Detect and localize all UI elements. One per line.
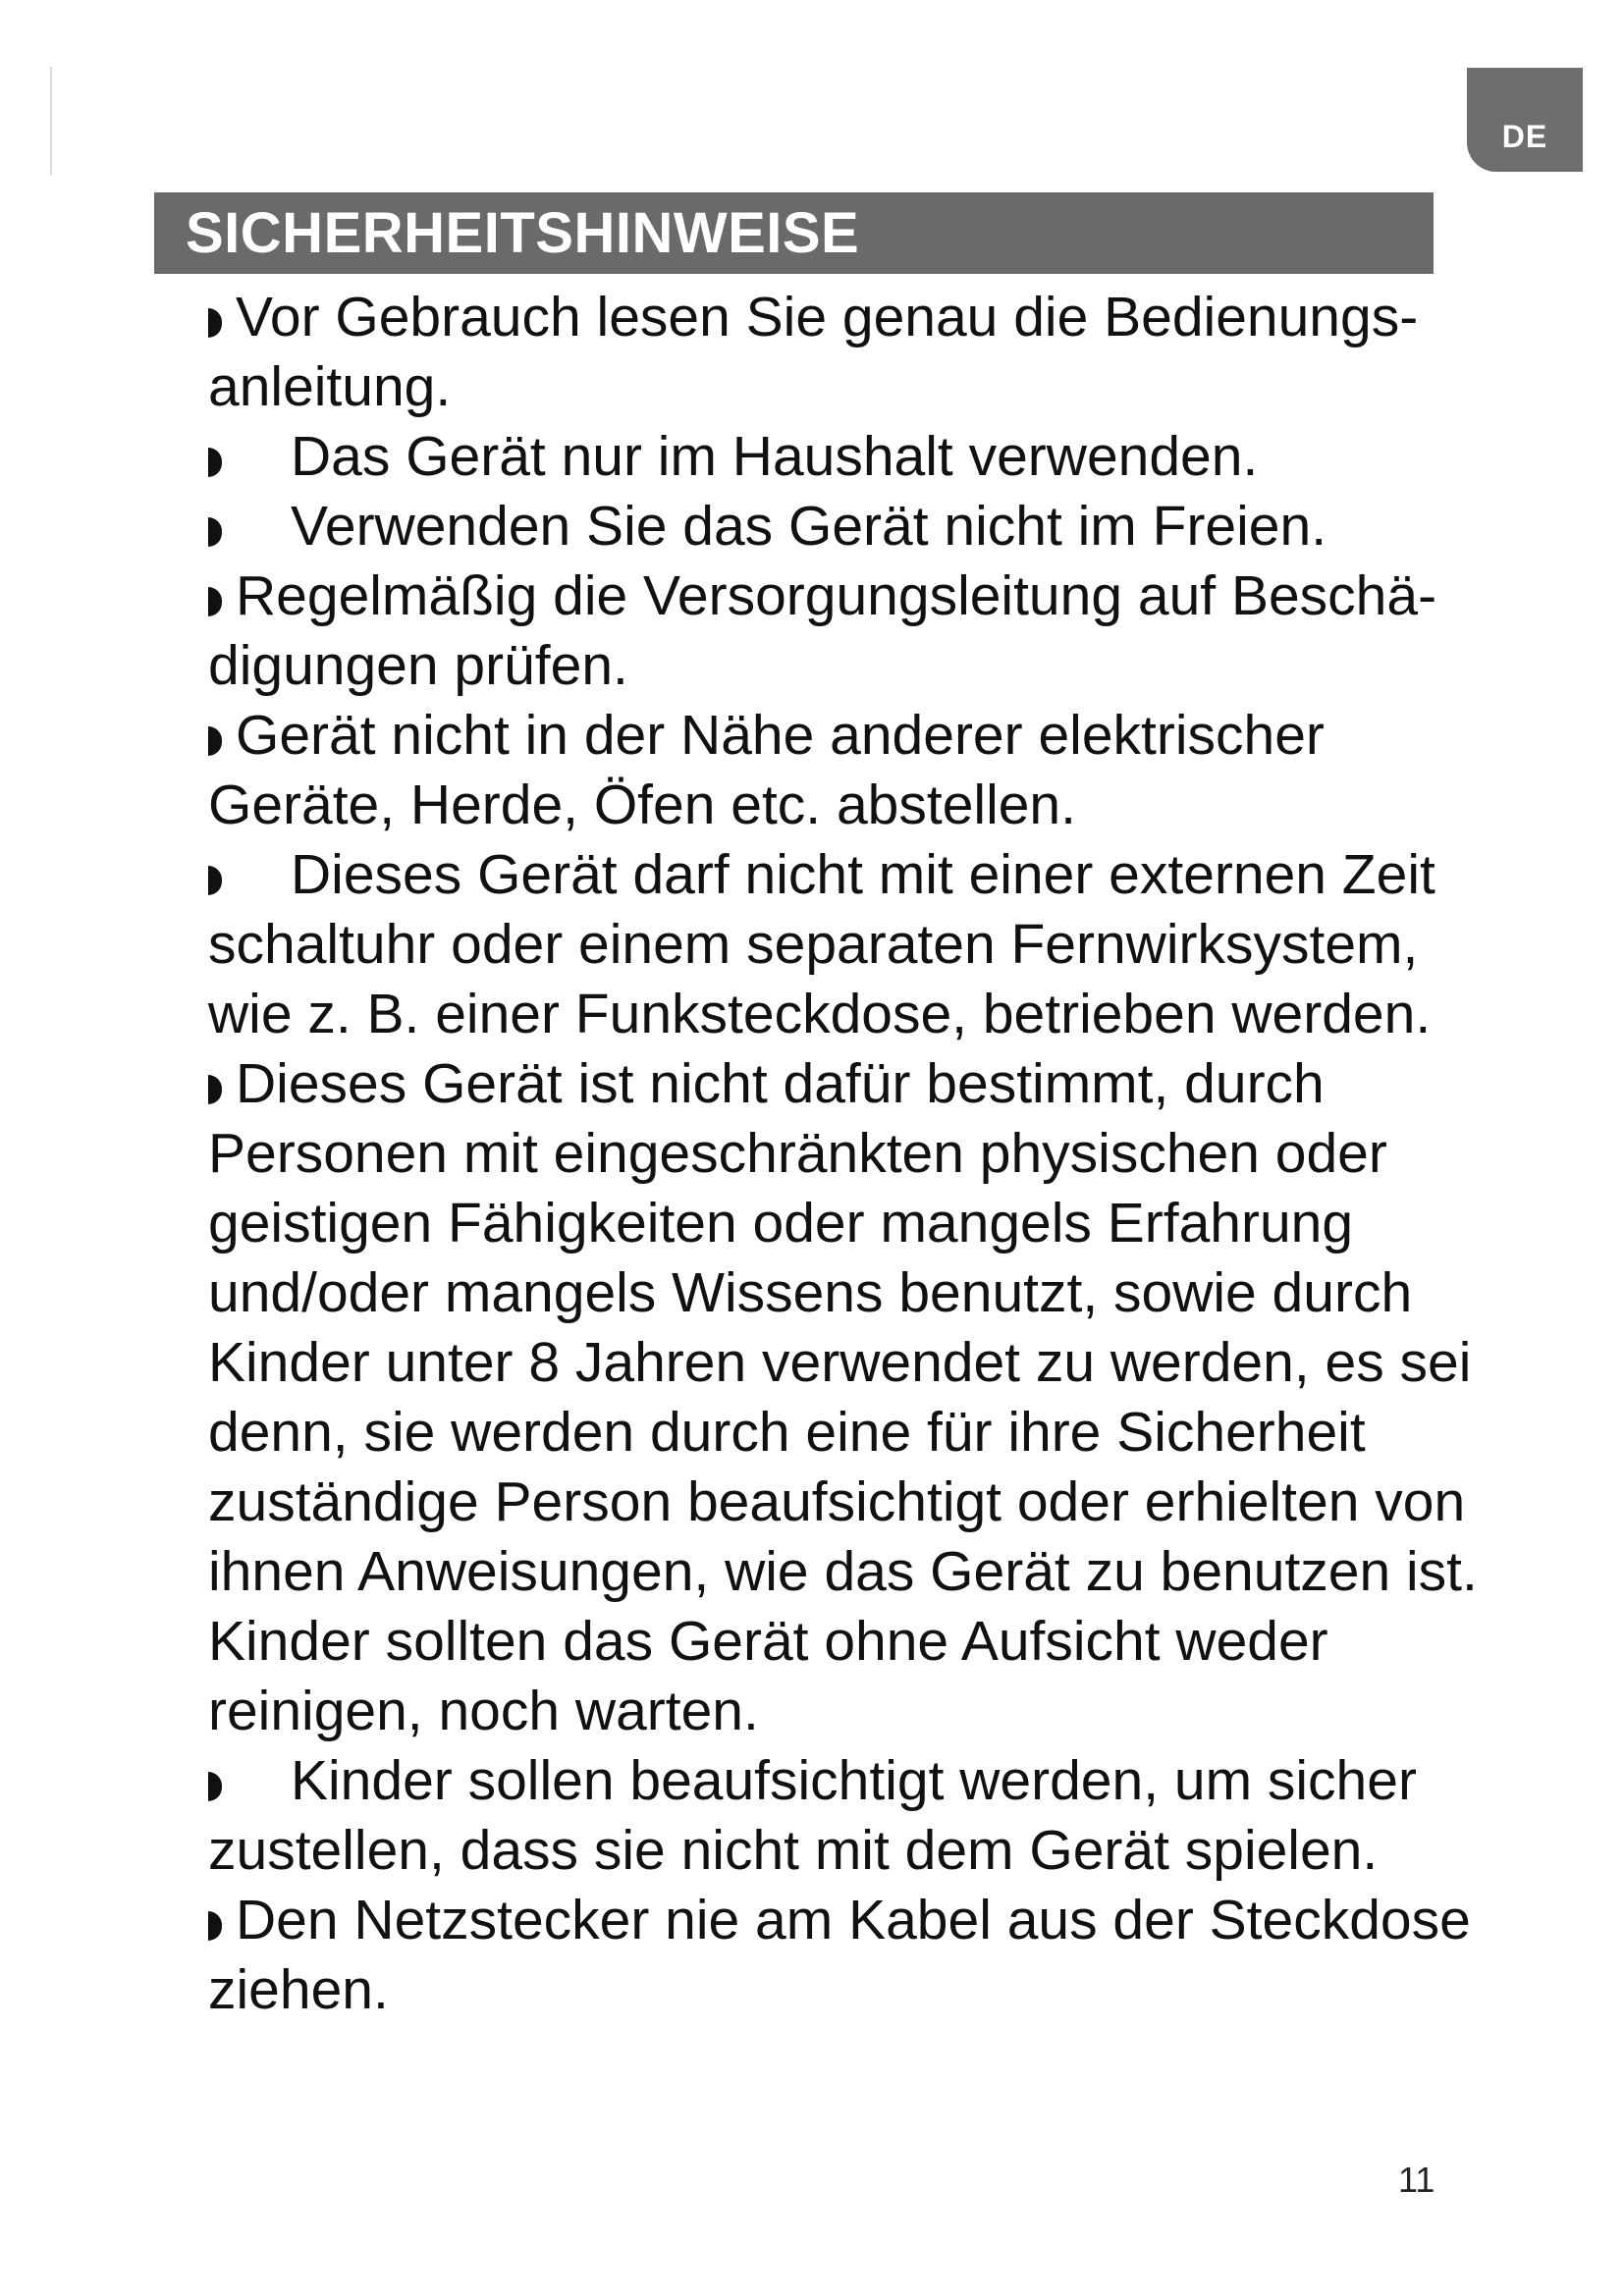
bullet-icon — [208, 448, 222, 477]
section-header — [154, 192, 1434, 274]
bullet-icon — [208, 1075, 222, 1104]
language-tab: DE — [1467, 68, 1583, 172]
list-item — [208, 492, 1504, 561]
bullet-icon — [208, 726, 222, 756]
list-item-text: Regelmäßig die Versorgungsleitung auf Beschädigungen prüfen. — [208, 564, 1437, 697]
list-item-text: Vor Gebrauch lesen Sie genau die Bedienungsanleitung. — [208, 286, 1419, 418]
list-item-text: Kinder sollen beaufsichtigt werden, um sicher zustellen, dass sie nicht mit dem Gerät spielen. — [208, 1749, 1417, 1882]
list-item — [208, 1049, 1504, 1746]
list-item — [208, 283, 1504, 422]
section-title: SICHERHEITSHINWEISE — [186, 201, 860, 265]
list-item — [208, 422, 1504, 492]
bullet-icon — [208, 1911, 222, 1941]
list-item-text: Den Netzstecker nie am Kabel aus der Steckdose ziehen. — [208, 1889, 1471, 2021]
list-item-text: Gerät nicht in der Nähe anderer elektrischer Geräte, Herde, Öfen etc. abstellen. — [208, 704, 1325, 836]
bullet-icon — [208, 866, 222, 895]
list-item-text: Dieses Gerät ist nicht dafür bestimmt, durch Personen mit eingeschränkten physischen oder geistigen Fähigkeiten oder mangels Erfahrung und/oder mangels Wissens benutzt, sowie durch Kinder unter 8 Jahren verwendet zu werden, es sei denn, sie werden durch eine für ihre Sicherheit zuständige Person beaufsichtigt oder erhielten von ihnen Anweisungen, wie das Gerät zu benutzen ist. Kinder sollten das Gerät ohne Aufsicht weder reinigen, noch warten. — [208, 1052, 1478, 1742]
bullet-icon — [208, 517, 222, 547]
bullet-icon — [208, 308, 222, 338]
safety-instructions-list — [208, 283, 1504, 2025]
list-item — [208, 701, 1504, 840]
margin-rule — [50, 67, 52, 175]
list-item — [208, 1746, 1504, 1886]
bullet-icon — [208, 1772, 222, 1801]
list-item — [208, 840, 1504, 1049]
bullet-icon — [208, 587, 222, 616]
list-item-text: Dieses Gerät darf nicht mit einer externen Zeit schaltuhr oder einem separaten Fernwirksystem, wie z. B. einer Funksteckdose, betrieben werden. — [208, 843, 1435, 1045]
list-item — [208, 1886, 1504, 2025]
list-item-text: Verwenden Sie das Gerät nicht im Freien. — [291, 495, 1327, 558]
list-item — [208, 561, 1504, 701]
list-item-text: Das Gerät nur im Haushalt verwenden. — [291, 425, 1259, 488]
page-number: 11 — [1398, 2160, 1435, 2200]
